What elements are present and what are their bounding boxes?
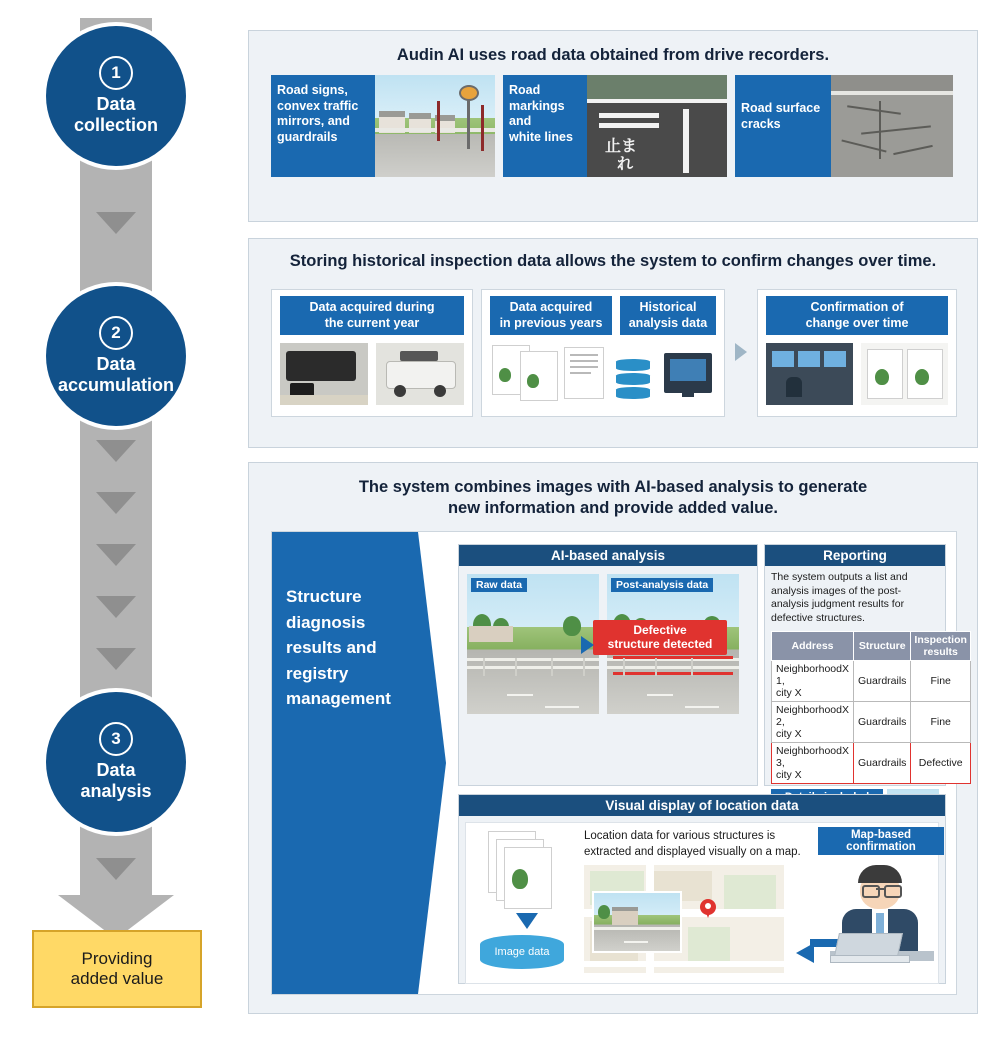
step-3-label-line1: Data xyxy=(96,760,136,781)
panel-data-analysis xyxy=(248,462,978,1014)
flow-chevron-4 xyxy=(96,544,136,566)
ai-post-analysis-block xyxy=(607,574,739,714)
accumulation-monitor-icon xyxy=(664,353,712,393)
structure-diagnosis-label: Structure diagnosis results and registry management xyxy=(272,532,418,994)
section-reporting-header: Reporting xyxy=(765,545,945,566)
ai-raw-data-block xyxy=(467,574,599,714)
step-2-data-accumulation[interactable] xyxy=(46,286,186,426)
ai-post-analysis-label: Post-analysis data xyxy=(611,578,713,592)
collection-card-cracks-image xyxy=(831,75,953,177)
accumulation-doc-3 xyxy=(564,347,604,399)
step-2-number: 2 xyxy=(99,316,133,350)
collection-card-markings-caption: Road markings and white lines xyxy=(503,75,587,177)
table-header-row xyxy=(772,631,971,660)
col-structure: Structure xyxy=(853,631,910,660)
accumulation-group-previous-years-caption: Data acquired in previous years xyxy=(490,296,612,335)
panel-data-accumulation xyxy=(248,238,978,448)
map-based-confirmation-label: Map-based confirmation xyxy=(818,827,944,855)
image-data-arrow-icon xyxy=(516,913,538,929)
step-2-label-line2: accumulation xyxy=(57,375,175,395)
col-address: Address xyxy=(772,631,854,660)
collection-card-markings xyxy=(503,75,727,177)
reporting-table xyxy=(771,631,971,784)
accumulation-group-change-over-time xyxy=(757,289,957,417)
accumulation-database-icon xyxy=(616,359,650,399)
table-row: NeighborhoodX 3, city X Guardrails Defective xyxy=(772,742,971,783)
step-3-number: 3 xyxy=(99,722,133,756)
person-illustration xyxy=(818,855,944,983)
collection-card-signs-caption: Road signs, convex traffic mirrors, and guardrails xyxy=(271,75,375,177)
accumulation-group-current-year-caption: Data acquired during the current year xyxy=(280,296,464,335)
accumulation-photo-drive-recorder xyxy=(280,343,368,405)
step-3-label xyxy=(80,760,151,801)
flow-chevron-7 xyxy=(96,858,136,880)
accumulation-group-historical-caption: Historical analysis data xyxy=(620,296,716,335)
step-1-number: 1 xyxy=(99,56,133,90)
panel1-title: Audin AI uses road data obtained from drive recorders. xyxy=(396,46,830,64)
collection-card-markings-image: 止ま れ xyxy=(587,75,727,177)
flow-chevron-3 xyxy=(96,492,136,514)
collection-card-cracks-caption: Road surface cracks xyxy=(735,75,831,177)
section-location-header: Visual display of location data xyxy=(459,795,945,816)
flow-chevron-1 xyxy=(96,212,136,234)
table-row: NeighborhoodX 2, city X Guardrails Fine xyxy=(772,701,971,742)
accumulation-doc-2 xyxy=(520,351,558,401)
accumulation-photo-survey-vehicle xyxy=(376,343,464,405)
step-1-label xyxy=(74,94,158,135)
step-2-label xyxy=(58,354,174,395)
section-ai-analysis-header: AI-based analysis xyxy=(459,545,757,566)
collection-card-cracks xyxy=(735,75,953,177)
ai-flow-arrow-icon xyxy=(581,636,594,654)
map-pin-icon[interactable] xyxy=(700,899,716,915)
outcome-line1: Providing xyxy=(81,948,153,968)
accumulation-group-change-caption: Confirmation of change over time xyxy=(766,296,948,335)
outcome-providing-added-value xyxy=(32,930,202,1008)
table-row: NeighborhoodX 1, city X Guardrails Fine xyxy=(772,660,971,701)
accumulation-arrow-icon xyxy=(735,343,747,361)
accumulation-group-current-year xyxy=(271,289,473,417)
step-2-label-line1: Data xyxy=(96,354,136,375)
panel3-title-line1: The system combines images with AI-based analysis to generate xyxy=(358,478,868,496)
flow-chevron-6 xyxy=(96,648,136,670)
panel3-title-line2: new information and provide added value. xyxy=(447,498,779,517)
step-3-label-line2: analysis xyxy=(80,781,152,801)
defective-structure-alert: Defective structure detected xyxy=(593,620,727,655)
panel2-title: Storing historical inspection data allows the system to confirm changes over time. xyxy=(289,252,937,270)
flow-chevron-5 xyxy=(96,596,136,618)
collection-card-signs-image xyxy=(375,75,495,177)
accumulation-photo-compare-docs xyxy=(861,343,948,405)
col-inspection-results: Inspection results xyxy=(911,631,971,660)
step-3-data-analysis[interactable] xyxy=(46,692,186,832)
reporting-description: The system outputs a list and analysis images of the post-analysis judgment results for defective structures. xyxy=(771,571,908,624)
map-based-confirmation-block xyxy=(818,827,944,983)
outcome-line2: added value xyxy=(70,969,164,988)
step-1-data-collection[interactable] xyxy=(46,26,186,166)
ai-raw-data-label: Raw data xyxy=(471,578,527,592)
flow-chevron-2 xyxy=(96,440,136,462)
image-data-cylinder: Image data xyxy=(480,935,564,969)
section-ai-analysis xyxy=(458,544,758,786)
map-view[interactable] xyxy=(584,865,784,973)
step-1-label-line2: collection xyxy=(73,115,158,135)
section-location-data xyxy=(458,794,946,984)
accumulation-group-previous-years xyxy=(481,289,725,417)
step-1-label-line1: Data xyxy=(96,94,136,115)
panel3-title xyxy=(249,477,977,518)
section-reporting xyxy=(764,544,967,786)
map-photo-inset xyxy=(592,891,682,953)
panel-data-collection xyxy=(248,30,978,222)
map-note: Location data for various structures is extracted and displayed visually on a map. xyxy=(584,830,801,858)
collection-card-signs xyxy=(271,75,495,177)
accumulation-photo-control-room xyxy=(766,343,853,405)
